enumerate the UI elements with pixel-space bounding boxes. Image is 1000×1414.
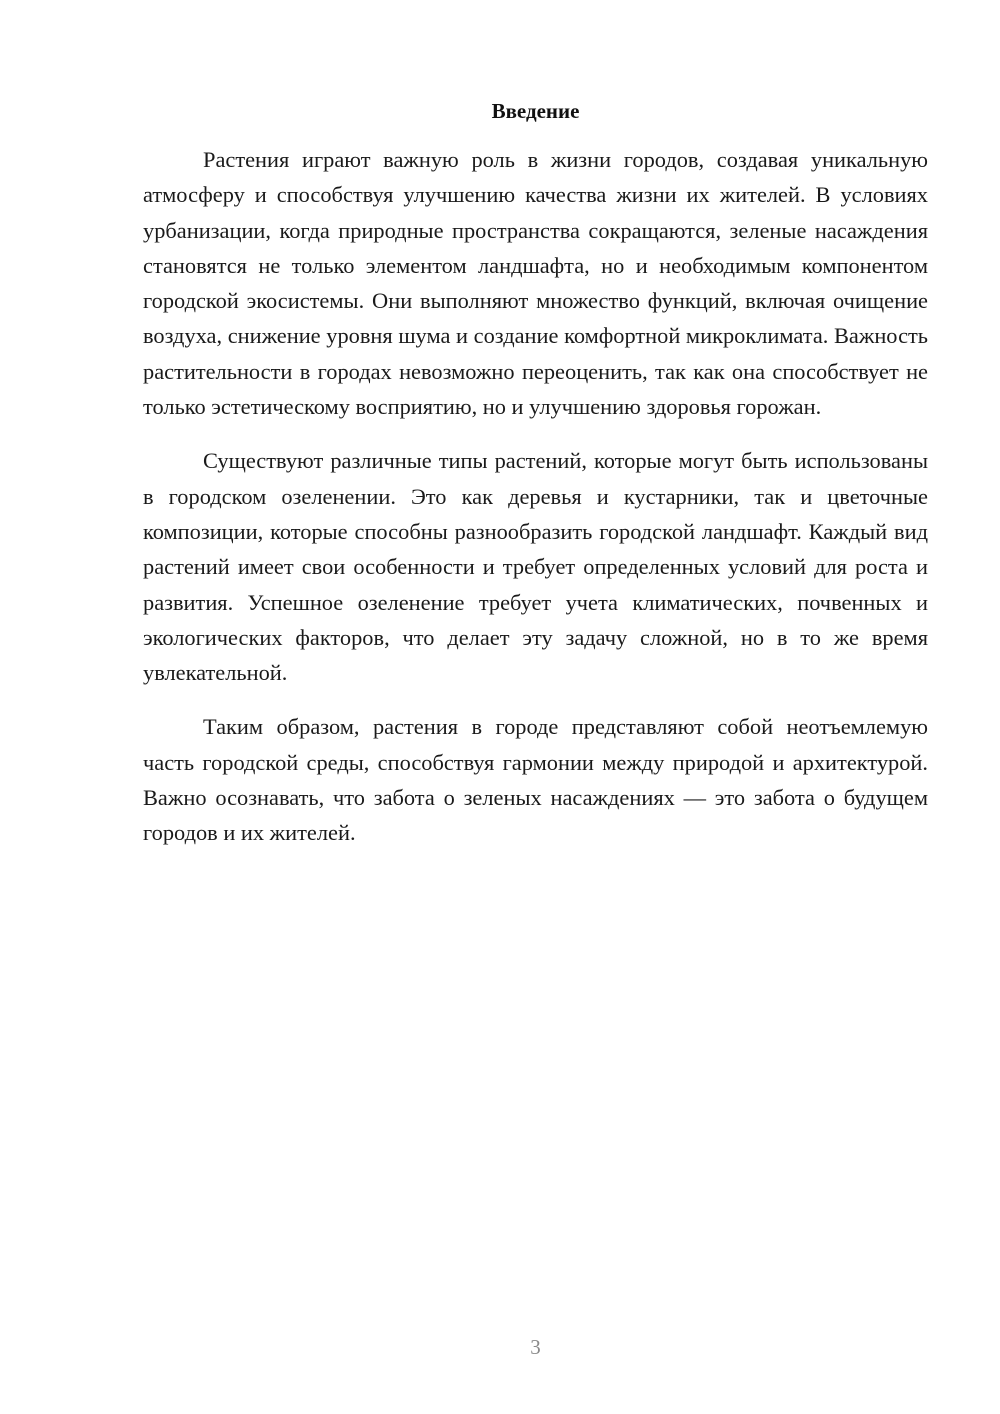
paragraph: Растения играют важную роль в жизни городов, создавая уникальную атмосферу и способствуя улучшению качества жизни их жителей. В условиях урбанизации, когда природные пространства сокращаются, зеленые насаждения становятся не только элементом ландшафта, но и необходимым компонентом городской экосистемы. Они выполняют множество функций, включая очищение воздуха, снижение уровня шума и создание комфортной микроклимата. Важность растительности в городах невозможно переоценить, так как она способствует не только эстетическому восприятию, но и улучшению здоровья горожан. bbox=[143, 147, 928, 420]
page-number: 3 bbox=[530, 1335, 541, 1359]
paragraph: Таким образом, растения в городе представляют собой неотъемлемую часть городской среды, способствуя гармонии между природой и архитектурой. Важно осознавать, что забота о зеленых насаждениях — это забота о будущем городов и их жителей. bbox=[143, 714, 928, 846]
body-text bbox=[143, 142, 928, 870]
paragraph: Существуют различные типы растений, которые могут быть использованы в городском озеленении. Это как деревья и кустарники, так и цветочные композиции, которые способны разнообразить городской ландшафт. Каждый вид растений имеет свои особенности и требует определенных условий для роста и развития. Успешное озеленение требует учета климатических, почвенных и экологических факторов, что делает эту задачу сложной, но в то же время увлекательной. bbox=[143, 448, 928, 686]
section-heading: Введение bbox=[491, 99, 580, 123]
